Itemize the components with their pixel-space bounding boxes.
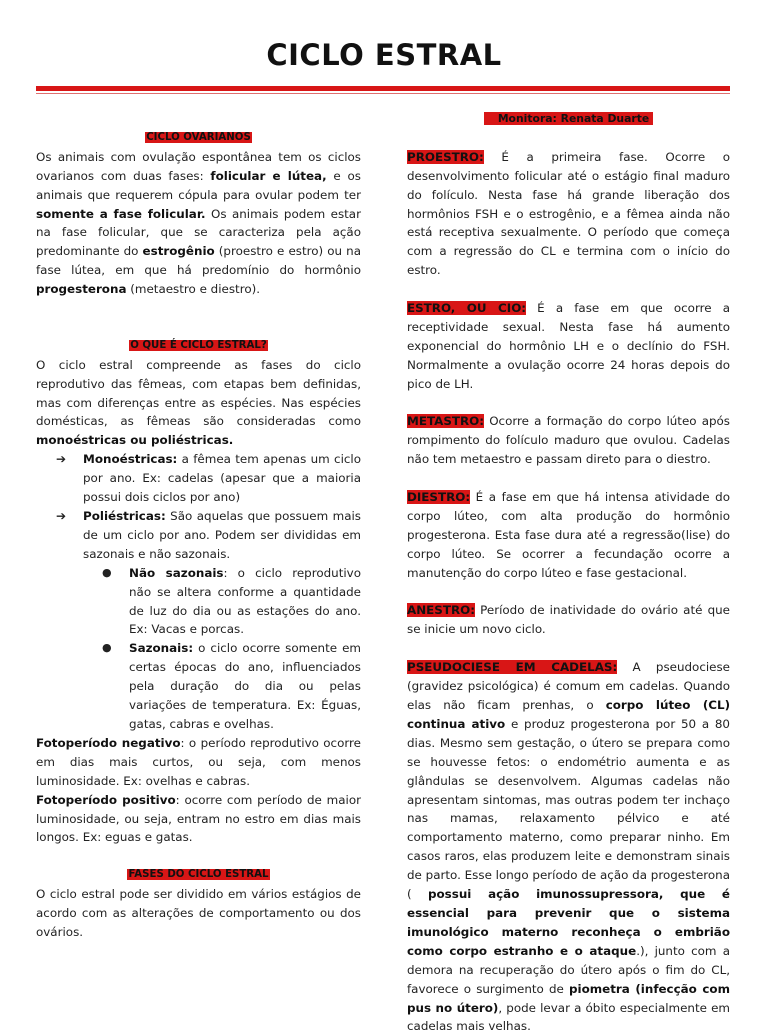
text: A pseudociese (gravidez psicológica) é comum em cadelas. Quando elas não ficam prenhas, o	[407, 660, 730, 712]
heading-label: FASES DO CICLO ESTRAL	[128, 869, 269, 881]
section-heading-fases	[36, 866, 361, 885]
list-item-nao-sazonais	[36, 564, 361, 640]
paragraph-fases: O ciclo estral pode ser dividido em vários estágios de acordo com as alterações de comportamento ou dos ovários.	[36, 887, 361, 939]
bold-text: somente a fase folicular.	[36, 206, 206, 221]
item-text: São aquelas que possuem mais de um ciclo por ano. Podem ser divididas em sazonais e não sazonais.	[83, 509, 361, 561]
list-item-sazonais	[36, 639, 361, 734]
bold-text: monoéstricas ou poliéstricas.	[36, 433, 234, 448]
text: : o período reprodutivo ocorre em dias mais curtos, ou seja, com menos luminosidade. Ex: ovelhas e cabras.	[36, 735, 361, 788]
phase-pseudociese	[407, 658, 730, 1036]
paragraph-o-que-e	[36, 356, 361, 451]
paragraph-ciclo-ovarianos	[36, 148, 361, 299]
bullet-icon: ●	[102, 565, 112, 579]
paragraph-fotoperiodo-positivo	[36, 791, 361, 848]
title-underline-thin	[36, 93, 730, 94]
bold-text: folicular e lútea,	[210, 168, 327, 183]
item-label: Não sazonais	[129, 565, 224, 580]
arrow-icon: ➔	[56, 452, 67, 467]
bold-text: progesterona	[36, 282, 127, 297]
bold-text: estrogênio	[142, 244, 215, 259]
phase-label: PROESTRO:	[407, 149, 484, 164]
phase-label: ANESTRO:	[407, 603, 475, 618]
right-column	[407, 110, 730, 1036]
text: Os animais com ovulação espontânea tem os ciclos ovarianos com duas fases:	[36, 149, 361, 183]
text: O ciclo estral compreende as fases do ciclo reprodutivo das fêmeas, com etapas bem definidas, mas com diferenças entre as espécies. Nas espécies domésticas, as fêmeas são consideradas como	[36, 357, 361, 429]
left-column	[36, 110, 361, 942]
phase-label: METASTRO:	[407, 414, 485, 429]
list-item-poliestricas	[36, 507, 361, 564]
text: (metaestro e diestro).	[126, 282, 261, 297]
term-label: Fotoperíodo negativo	[36, 735, 181, 750]
term-label: Fotoperíodo positivo	[36, 792, 176, 807]
text: .), junto com a demora na recuperação do útero após o fim do CL, favorece o surgimento de	[407, 943, 730, 996]
text: : ocorre com período de maior luminosidade, ou seja, entram no estro em dias mais longos. Ex: eguas e gatas.	[36, 792, 361, 845]
item-text: o ciclo ocorre somente em certas épocas do ano, influenciados pela duração do dia ou pelas variações de temperatura. Ex: Éguas, gatas, cabras e ovelhas.	[129, 641, 361, 731]
phase-metaestro	[407, 412, 730, 469]
text: (proestro e estro) ou na fase lútea, em que há predomínio do hormônio	[36, 244, 361, 278]
phase-text: É a fase em que há intensa atividade do corpo lúteo, com alta produção do hormônio progesterona. Esta fase dura até a regressão(lise) do corpo lúteo. Se ocorrer a fecundação ocorre a manutenção do corpo lúteo e fase gestacional.	[407, 490, 730, 580]
phase-anestro	[407, 601, 730, 639]
list-item-monoestricas	[36, 450, 361, 507]
section-heading-o-que-e	[36, 337, 361, 356]
bold-text: possui ação imunossupressora, que é essencial para prevenir que o sistema imunológico materno reconheça o embrião como corpo estranho e o ataque	[407, 887, 730, 958]
phase-label: DIESTRO:	[407, 490, 471, 505]
bold-text: corpo lúteo (CL) continua ativo	[407, 698, 731, 731]
bold-text: piometra (infecção com pus no útero)	[407, 981, 730, 1015]
phase-text: É a fase em que ocorre a receptividade sexual. Nesta fase há aumento exponencial do hormônio LH e o declínio do FSH. Normalmente a ovulação ocorre 24 horas depois do pico de LH.	[407, 301, 730, 391]
heading-label: CICLO OVARIANOS	[146, 131, 251, 143]
text: , pode levar a óbito especialmente em cadelas mais velhas.	[407, 1000, 730, 1034]
item-text: a fêmea tem apenas um ciclo por ano. Ex: cadelas (apesar que a maioria possui dois ciclos por ano)	[83, 452, 361, 505]
phase-label: PSEUDOCIESE EM CADELAS:	[407, 660, 618, 675]
paragraph-fotoperiodo-negativo	[36, 734, 361, 791]
monitor-name: Monitora: Renata Duarte	[484, 112, 653, 125]
section-heading-ciclo-ovarianos	[36, 129, 361, 148]
title-underline	[36, 86, 730, 91]
arrow-icon: ➔	[56, 509, 67, 523]
phase-diestro	[407, 488, 730, 583]
heading-label: O QUE É CICLO ESTRAL?	[130, 339, 267, 351]
phase-proestro	[407, 148, 730, 280]
phase-estro	[407, 299, 730, 394]
text: e produz progesterona por 50 a 80 dias. Mesmo sem gestação, o útero se prepara como se houvesse fetos: o endométrio aumenta e as glândulas se desenvolvem. Algumas cadelas não apresentam sintomas, mas outras podem ter inchaço nas mamas, relaxamento pélvico e até comportamento materno, como preparar ninho. Em casos raros, elas produzem leite e demonstram sinais de parto. Esse longo período de ação da progesterona (	[407, 716, 730, 902]
phase-text: Período de inatividade do ovário até que se inicie um novo ciclo.	[407, 603, 730, 637]
text: e os animais que requerem cópula para ovular podem ter	[36, 168, 361, 202]
item-text: : o ciclo reprodutivo não se altera conforme a quantidade de luz do dia ou as estações do ano. Ex: Vacas e porcas.	[129, 565, 361, 637]
monitor-label	[407, 110, 730, 129]
phase-text: É a primeira fase. Ocorre o desenvolvimento folicular até o estágio final maduro do folículo. Nesta fase há grande liberação dos hormônios FSH e o estrogênio, e a fêmea ainda não está receptiva sexualmente. O período que começa com a regressão do CL e termina com o início do estro.	[407, 149, 730, 278]
item-label: Poliéstricas:	[83, 509, 166, 523]
page-title: CICLO ESTRAL	[266, 38, 502, 72]
text: Os animais podem estar na fase folicular, que se caracteriza pela ação predominante do	[36, 206, 361, 259]
item-label: Sazonais:	[129, 641, 194, 656]
bullet-icon: ●	[102, 641, 112, 655]
item-label: Monoéstricas:	[83, 452, 178, 467]
phase-text: Ocorre a formação do corpo lúteo após rompimento do folículo maduro que ovulou. Cadelas não tem metaestro e passam direto para o diestro.	[407, 414, 730, 467]
phase-label: ESTRO, OU CIO:	[407, 301, 527, 316]
